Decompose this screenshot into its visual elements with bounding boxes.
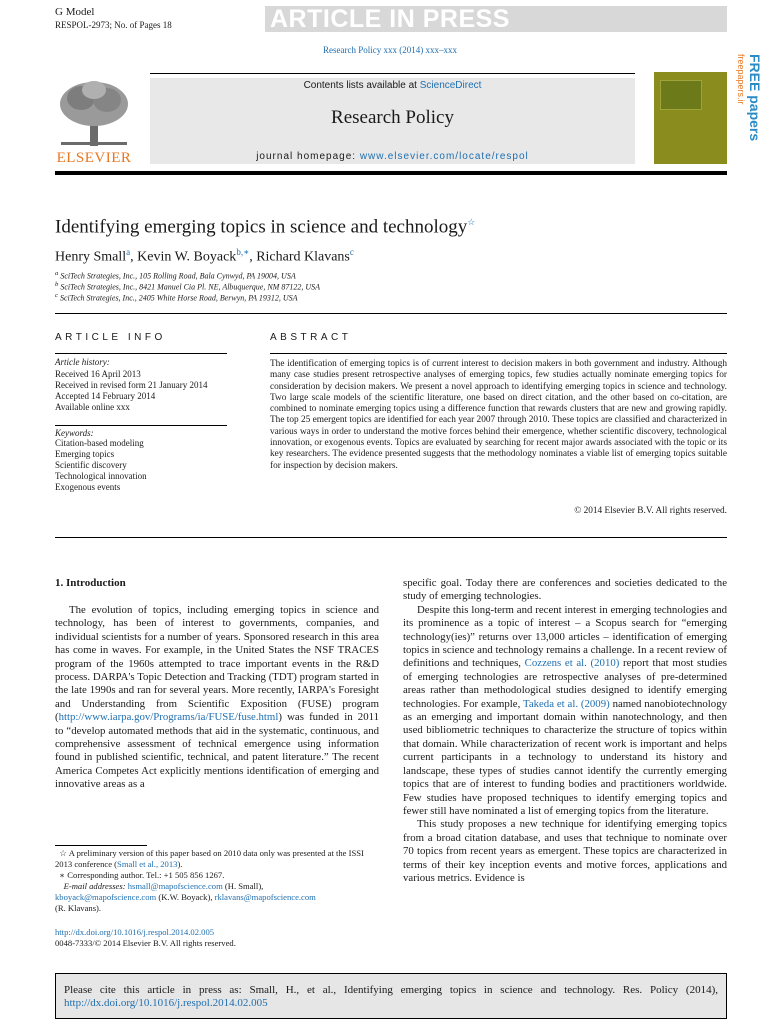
- title-text: Identifying emerging topics in science and technology: [55, 216, 468, 238]
- section-heading-introduction: 1. Introduction: [55, 577, 126, 589]
- journal-homepage-line: [150, 151, 635, 162]
- reference-link-cozzens[interactable]: Cozzens et al. (2010): [524, 657, 620, 670]
- footnote-emails: [55, 881, 379, 914]
- sciencedirect-link[interactable]: ScienceDirect: [419, 80, 482, 91]
- footnote: [55, 848, 379, 870]
- email-link-small[interactable]: hsmall@mapofscience.com: [127, 881, 223, 891]
- affiliation-text: SciTech Strategies, Inc., 2405 White Horse Road, Berwyn, PA 19312, USA: [59, 293, 298, 303]
- cite-this-article-box: [55, 973, 727, 1019]
- text-run: (H. Small),: [222, 881, 264, 891]
- elsevier-wordmark: ELSEVIER: [56, 150, 132, 166]
- reference-link-small[interactable]: Small et al., 2013: [117, 859, 178, 869]
- author-affil-mark[interactable]: c: [349, 247, 354, 257]
- paragraph: This study proposes a new technique for identifying emerging topics from a broad citation database, and uses that technique to nominate over 70 topics from recent years as emergent. These topics are characterized in terms of their key inception events and motive forces, applications and various metrics. Evidence is: [403, 818, 727, 884]
- respol-code: RESPOL-2973; No. of Pages 18: [55, 20, 172, 30]
- journal-citation-line: Research Policy xxx (2014) xxx–xxx: [323, 45, 457, 55]
- history-item: Accepted 14 February 2014: [55, 391, 156, 401]
- footnote-rule: [55, 845, 147, 846]
- contents-line: [150, 80, 635, 91]
- body-column-right: [403, 577, 727, 885]
- history-item: Received in revised form 21 January 2014: [55, 380, 208, 390]
- keyword-item: Scientific discovery: [55, 460, 127, 470]
- keywords-label: Keywords:: [55, 428, 94, 438]
- keyword-item: Emerging topics: [55, 449, 115, 459]
- homepage-prefix: journal homepage:: [256, 151, 360, 162]
- article-in-press-label: ARTICLE IN PRESS: [270, 5, 510, 33]
- g-model-label: G Model: [55, 6, 95, 18]
- fuse-program-link[interactable]: http://www.iarpa.gov/Programs/ia/FUSE/fuse.html: [58, 711, 279, 724]
- text-run: named nanobiotechnology as an emerging and important domain within nanotechnology, and then used bibliometric techniques to characterize the structure of topics within that domain. While characterization of recent work is important and helps current participants in a technology to understand its history and landscape, these types of studies cannot identify the currently emerging topics that are of interest to funding bodies and practitioners worldwide. Few studies have proposed techniques to identify emerging topics and fewer still have nominated a list of emerging topics from the literature.: [403, 697, 727, 817]
- affiliation-text: SciTech Strategies, Inc., 8421 Manuel Cia Pl. NE, Albuquerque, NM 87122, USA: [60, 282, 321, 292]
- text-run: (R. Klavans).: [55, 903, 102, 913]
- section-rule: [55, 313, 727, 314]
- author-list: Henry Small$^a$, Kevin W. Boyack$^{b,∗}$, Richard Klavans$^c$: [55, 247, 354, 265]
- cover-title-block: [660, 80, 702, 110]
- text-run: report that most studies of emerging technologies are retrospective analyses of pre-determined areas rather than methodological studies designed to identify emerging technologies. For example,: [403, 657, 727, 710]
- author-name: Richard Klavans: [256, 249, 350, 265]
- footnote-mark: ☆: [59, 848, 68, 858]
- author-name: Henry Small: [55, 249, 127, 265]
- affiliation-mark: a: [55, 270, 59, 277]
- article-title: [55, 210, 475, 239]
- footnote-mark: ∗: [59, 870, 66, 880]
- footnotes: [55, 848, 379, 914]
- email-label: E-mail addresses:: [63, 881, 126, 891]
- paragraph: [403, 604, 727, 819]
- journal-name: Research Policy: [331, 107, 454, 128]
- cite-text: Please cite this article in press as: Small, H., et al., Identifying emerging topics in science and technology. Res. Policy (2014),: [64, 984, 718, 996]
- contents-prefix: Contents lists available at: [303, 80, 420, 91]
- title-footnote-mark[interactable]: ☆: [467, 217, 476, 227]
- article-info-heading: ARTICLE INFO: [55, 332, 166, 343]
- keyword-item: Exogenous events: [55, 482, 121, 492]
- keyword-item: Technological innovation: [55, 471, 147, 481]
- paragraph: [55, 604, 379, 792]
- freepapers-label: FREE papers: [747, 54, 763, 142]
- history-item: Available online xxx: [55, 402, 130, 412]
- abstract-text: The identification of emerging topics is of current interest to decision makers in both government and industry. Although many case studies present retrospective analyses of emerging topics, few studies actually nominate emerging topics for consideration by decision makers. We present a novel approach to identifying emerging topics in science and technology. Two large scale models of the scientific literature, one based on direct citation, and the other based on co-citation, are combined to nominate emerging topics using a difference function that rewards clusters that are new and growing rapidly. The top 25 emergent topics are identified for each year 2007 through 2010. These topics are classified and characterized in various ways in order to understand the motive forces behind their emergence, whether scientific discovery, technological innovation, or exogenous events. Topics are evaluated by searching for recent major awards associated with the topic or its key researchers. The evidence presented suggests that the methodology nominates a viable list of emerging topics suitable for inspection by decision makers.: [270, 359, 727, 471]
- reference-link-takeda[interactable]: Takeda et al. (2009): [522, 697, 610, 710]
- author-name: Kevin W. Boyack: [137, 249, 237, 265]
- section-rule: [55, 537, 727, 538]
- cite-doi-link[interactable]: http://dx.doi.org/10.1016/j.respol.2014.02.005: [64, 997, 268, 1009]
- footnote: [55, 870, 379, 881]
- elsevier-tree-logo-icon: [55, 78, 133, 148]
- doi-link[interactable]: http://dx.doi.org/10.1016/j.respol.2014.02.005: [55, 927, 215, 937]
- paragraph: specific goal. Today there are conferences and societies dedicated to the study of emerging technologies.: [403, 577, 727, 603]
- email-link-boyack[interactable]: kboyack@mapofscience.com: [55, 892, 157, 902]
- abstract-heading: ABSTRACT: [270, 332, 352, 343]
- text-run: ).: [177, 859, 183, 869]
- history-item: Received 16 April 2013: [55, 369, 141, 379]
- freepapers-site-label: freepapers.ir: [736, 54, 746, 105]
- history-label: Article history:: [55, 357, 110, 367]
- author-affil-mark[interactable]: a: [126, 247, 131, 257]
- affiliation-text: SciTech Strategies, Inc., 105 Rolling Road, Bala Cynwyd, PA 19004, USA: [60, 271, 296, 281]
- text-run: The evolution of topics, including emerging topics in science and technology, has been of interest to governments, companies, and individual scientists for a number of years. Sponsored research in this area has come in waves. For example, in the United States the NSF TRACES program of the 1960s attempted to trace important events in the R&D process. DARPA's Topic Detection and Tracking (TDT) program started in the late 1990s and ran for several years. More recently, IARPA's Foresight and Understanding from Scientific Exposition (FUSE) program (: [55, 604, 379, 724]
- text-run: ) was funded in 2011 to “develop automated methods that aid in the systematic, continuous, and comprehensive assessment of technical emergence using information found in published scientific, technical, and patent literature.” The recent America Competes Act explicitly mentions identification of emerging and innovative areas as a: [55, 711, 379, 791]
- keyword-item: Citation-based modeling: [55, 438, 144, 448]
- freepapers-watermark: [736, 50, 763, 168]
- affiliation: [55, 290, 298, 304]
- text-run: Despite this long-term and recent interest in emerging technologies and its prominence as a topic of interest – a Scopus search for “emerging technology(ies)” returns over 13,000 articles – identification of emerging topics in science and technology remains a challenge. In a recent review of definitions and techniques,: [403, 603, 727, 670]
- header-rule-bottom: [55, 171, 727, 175]
- issn-line: 0048-7333/© 2014 Elsevier B.V. All rights reserved.: [55, 938, 236, 948]
- email-link-klavans[interactable]: rklavans@mapofscience.com: [214, 892, 316, 902]
- abstract-copyright: © 2014 Elsevier B.V. All rights reserved.: [574, 506, 727, 516]
- body-column-left: [55, 604, 379, 792]
- header-rule-top: [150, 73, 635, 74]
- article-info-rule: [55, 353, 227, 354]
- text-run: A preliminary version of this paper based on 2010 data only was presented at the ISSI 2013 conference (: [55, 848, 364, 869]
- keywords-rule: [55, 425, 227, 426]
- text-run: Corresponding author. Tel.: +1 505 856 1267.: [65, 870, 225, 880]
- journal-homepage-link[interactable]: www.elsevier.com/locate/respol: [359, 151, 529, 162]
- text-run: (K.W. Boyack),: [156, 892, 215, 902]
- abstract-rule: [270, 353, 727, 354]
- affiliation-mark: c: [55, 292, 58, 299]
- author-affil-mark[interactable]: b,∗: [236, 247, 250, 257]
- affiliation-mark: b: [55, 281, 59, 288]
